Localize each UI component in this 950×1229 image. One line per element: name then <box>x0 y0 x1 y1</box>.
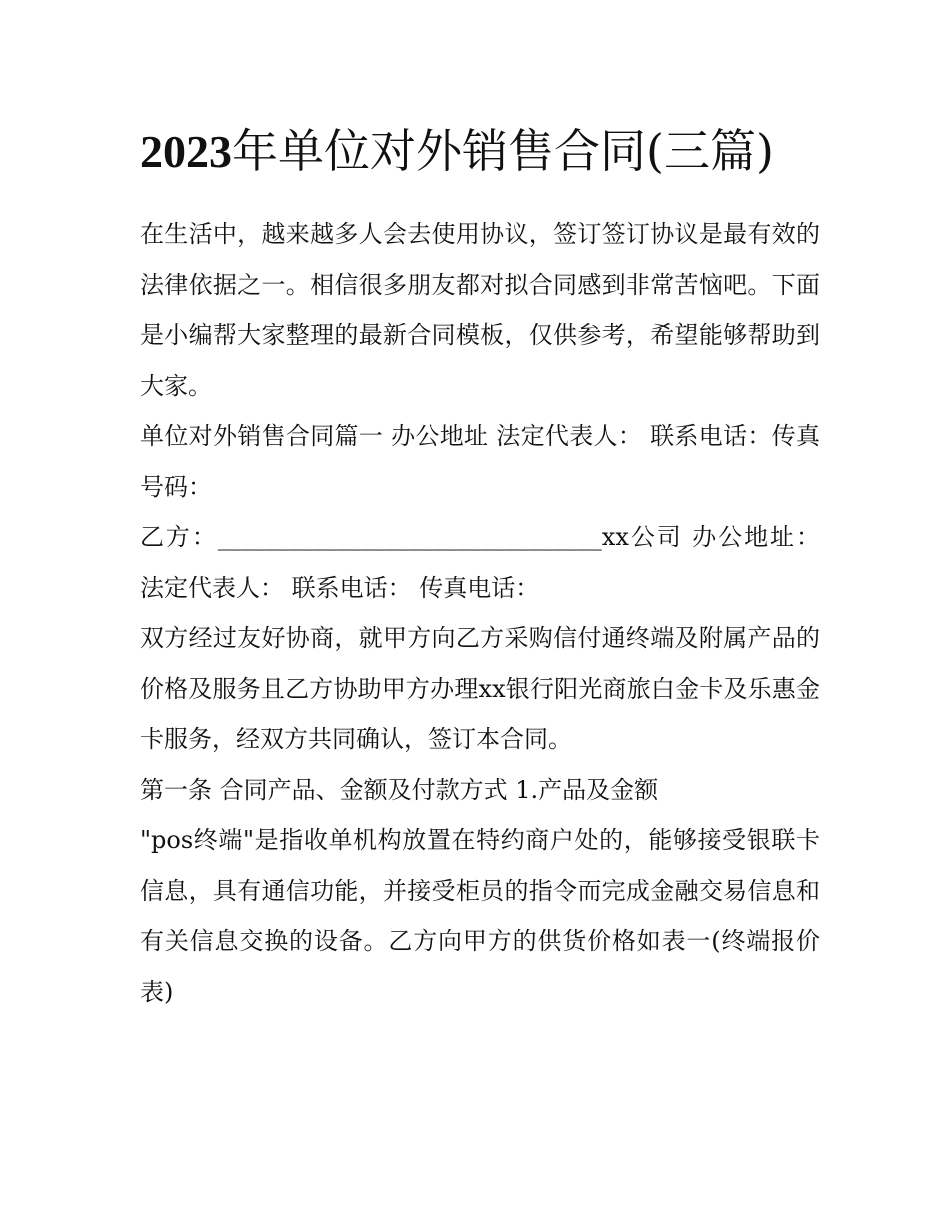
title-text: 年单位对外销售合同(三篇) <box>232 124 774 178</box>
pos-definition-paragraph: "pos终端"是指收单机构放置在特约商户处的，能够接受银联卡信息，具有通信功能，并接受柜员的指令而完成金融交易信息和有关信息交换的设备。乙方向甲方的供货价格如表一(终端报价表) <box>140 826 820 1006</box>
party-b-info: 乙方：________________________________xx公司 办公地址：法定代表人： 联系电话： 传真电话： <box>140 523 820 602</box>
article-one-heading: 第一条 合同产品、金额及付款方式 1.产品及金额 <box>140 775 659 804</box>
document-page <box>140 112 820 1017</box>
agreement-paragraph: 双方经过友好协商，就甲方向乙方采购信付通终端及附属产品的价格及服务且乙方协助甲方办理xx银行阳光商旅白金卡及乐惠金卡服务，经双方共同确认，签订本合同。 <box>140 624 820 753</box>
intro-paragraph: 在生活中，越来越多人会去使用协议，签订签订协议是最有效的法律依据之一。相信很多朋友都对拟合同感到非常苦恼吧。下面是小编帮大家整理的最新合同模板，仅供参考，希望能够帮助到大家。 <box>140 220 820 400</box>
document-title <box>140 112 820 191</box>
title-year: 2023 <box>140 126 232 177</box>
party-a-info: 单位对外销售合同篇一 办公地址 法定代表人： 联系电话：传真号码： <box>140 422 820 501</box>
